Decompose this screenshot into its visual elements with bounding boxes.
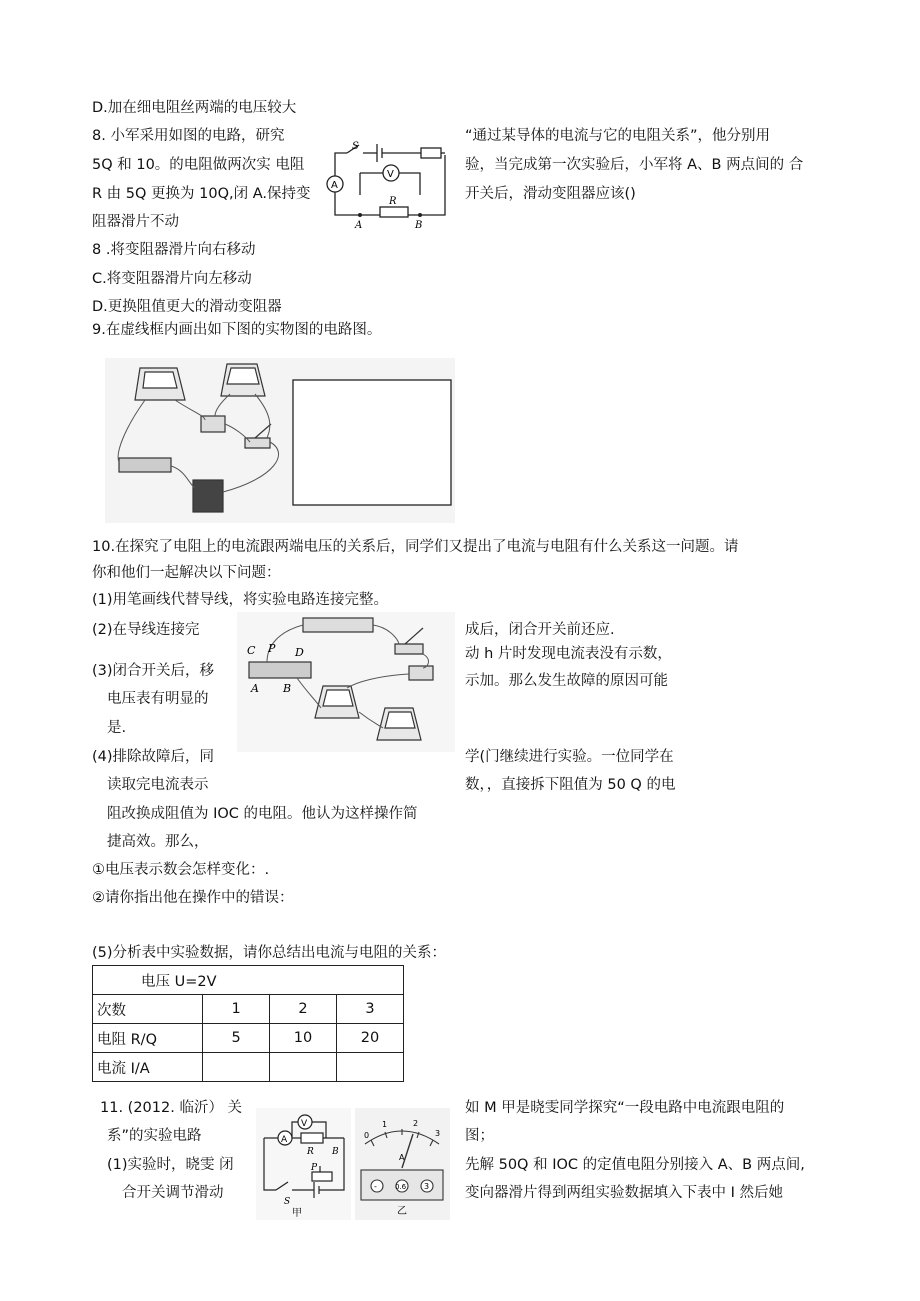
q9-text: 9.在虚线框内画出如下图的实物图的电路图。 xyxy=(92,322,382,338)
q8-line-4: 阻器滑片不动 xyxy=(92,214,179,230)
q11a-label-b: B xyxy=(332,1147,339,1157)
q10-part-3-left-2: 电压表有明显的 xyxy=(107,691,209,707)
table-row-label: 电阻 R/Q xyxy=(93,1024,203,1053)
q10-label-d: D xyxy=(295,646,304,659)
q11b-terminal-06: 0.6 xyxy=(395,1183,407,1191)
table-cell: 1 xyxy=(203,995,270,1024)
q10-label-b: B xyxy=(283,682,292,695)
table-cell: 2 xyxy=(270,995,337,1024)
table-row xyxy=(93,1053,404,1082)
q8-label-v: V xyxy=(387,169,394,180)
table-cell: 10 xyxy=(270,1024,337,1053)
q11-right-1: 如 M 甲是晓雯同学探究“一段电路中电流跟电阻的 xyxy=(465,1100,785,1116)
q11-circuit-diagram-a xyxy=(256,1108,351,1220)
q11-line-4: 合开关调节滑动 xyxy=(122,1185,224,1201)
q11b-terminal-3: 3 xyxy=(424,1182,430,1191)
q10-part-4-right: 学(门继续进行实验。一位同学在 xyxy=(465,749,674,765)
table-cell: 3 xyxy=(337,995,404,1024)
q10-line-2: 你和他们一起解决以下问题： xyxy=(92,565,281,581)
q8-right-2: 验，当完成第一次实验后，小军将 A、B 两点间的 合 xyxy=(465,157,804,173)
q10-part-3-left: (3)闭合开关后，移 xyxy=(92,663,215,679)
q10-part-4-left-3: 阻改换成阻值为 IOC 的电阻。他认为这样操作简 xyxy=(107,806,418,822)
q11-right-3: 先解 50Q 和 IOC 的定值电阻分别接入 A、B 两点间, xyxy=(465,1157,805,1173)
q10-part-2-right: 成后，闭合开关前还应. xyxy=(465,622,615,638)
table-row xyxy=(93,1024,404,1053)
q8-line-3: R 由 5Q 更换为 10Q,闭 A.保持变 xyxy=(92,186,311,202)
q10-label-a: A xyxy=(251,682,259,695)
q11-line-3: (1)实验时，晓雯 闭 xyxy=(107,1157,234,1173)
q8-option-b: 8 .将变阻器滑片向右移动 xyxy=(92,242,256,258)
q9-physical-circuit-image xyxy=(105,358,455,523)
q11-line-2: 系”的实验电路 xyxy=(107,1128,202,1144)
q8-line-1: 8. 小军采用如图的电路，研究 xyxy=(92,128,285,144)
q11-right-2: 图； xyxy=(465,1128,494,1144)
q11-ammeter-figure-b xyxy=(355,1108,450,1220)
q11b-tick-2: 2 xyxy=(413,1119,419,1128)
q11b-caption: 乙 xyxy=(397,1206,407,1217)
q10-part-3-left-3: 是. xyxy=(107,720,127,736)
q10-physical-circuit-image xyxy=(237,612,455,752)
table-cell: 5 xyxy=(203,1024,270,1053)
q11b-label-a: A xyxy=(399,1153,405,1162)
table-row-label: 次数 xyxy=(93,995,203,1024)
q11a-label-r: R xyxy=(307,1147,314,1157)
q7-option-d: D.加在细电阻丝两端的电压较大 xyxy=(92,100,297,116)
q11a-label-v: V xyxy=(301,1119,308,1129)
q10-part-4b: ②请你指出他在操作中的错误： xyxy=(92,890,294,906)
q11a-caption: 甲 xyxy=(292,1208,302,1219)
q8-right-3: 开关后，滑动变阻器应该() xyxy=(465,186,636,202)
q11a-label-p: P xyxy=(311,1163,318,1173)
table-cell xyxy=(337,1053,404,1082)
q10-part-4-left-4: 捷高效。那么， xyxy=(107,834,209,850)
q8-point-a: A xyxy=(355,220,363,230)
q10-part-3-right: 动 h 片时发现电流表没有示数， xyxy=(465,646,672,662)
q10-part-4a: ①电压表示数会怎样变化：. xyxy=(92,862,270,878)
q8-label-r: R xyxy=(389,196,397,207)
table-cell xyxy=(270,1053,337,1082)
table-cell xyxy=(203,1053,270,1082)
table-header: 电压 U=2V xyxy=(93,966,404,995)
q10-part-2-left: (2)在导线连接完 xyxy=(92,622,200,638)
q10-part-1: (1)用笔画线代替导线，将实验电路连接完整。 xyxy=(92,592,389,608)
q10-part-5: (5)分析表中实验数据，请你总结出电流与电阻的关系： xyxy=(92,945,447,961)
q8-line-2: 5Q 和 10。的电阻做两次实 电阻 xyxy=(92,157,305,173)
q8-option-c: C.将变阻器滑片向左移动 xyxy=(92,271,252,287)
table-row xyxy=(93,995,404,1024)
q10-part-3-right-2: 示加。那么发生故障的原因可能 xyxy=(465,673,668,689)
table-row-label: 电流 I/A xyxy=(93,1053,203,1082)
q8-point-b: B xyxy=(415,220,423,230)
data-table xyxy=(92,965,404,1082)
q11a-label-a: A xyxy=(281,1135,288,1145)
q11-line-1: 11. (2012. 临沂） 关 xyxy=(100,1100,243,1116)
q11b-tick-3: 3 xyxy=(435,1129,441,1138)
q11a-label-s: S xyxy=(284,1197,291,1207)
q11b-terminal-minus: - xyxy=(374,1182,377,1191)
q11b-tick-0: 0 xyxy=(364,1131,370,1140)
q10-part-4-left: (4)排除故障后，同 xyxy=(92,749,215,765)
q11-right-4: 变向器滑片得到两组实验数据填入下表中 I 然后她 xyxy=(465,1185,783,1201)
q8-label-a: A xyxy=(331,180,338,191)
q10-label-p: P xyxy=(268,642,276,655)
q8-label-s: S xyxy=(352,141,359,152)
q10-part-4-right-2: 数，，直接拆下阻值为 50 Q 的电 xyxy=(465,777,676,793)
q8-circuit-diagram xyxy=(325,135,460,230)
q8-right-1: “通过某导体的电流与它的电阻关系”，他分别用 xyxy=(465,128,771,144)
q11b-tick-1: 1 xyxy=(382,1120,388,1129)
q10-line-1: 10.在探究了电阻上的电流跟两端电压的关系后，同学们又提出了电流与电阻有什么关系这一问题。请 xyxy=(92,539,739,555)
q10-label-c: C xyxy=(247,644,256,657)
table-cell: 20 xyxy=(337,1024,404,1053)
q10-part-4-left-2: 读取完电流表示 xyxy=(107,777,209,793)
q8-option-d: D.更换阻值更大的滑动变阻器 xyxy=(92,299,282,315)
